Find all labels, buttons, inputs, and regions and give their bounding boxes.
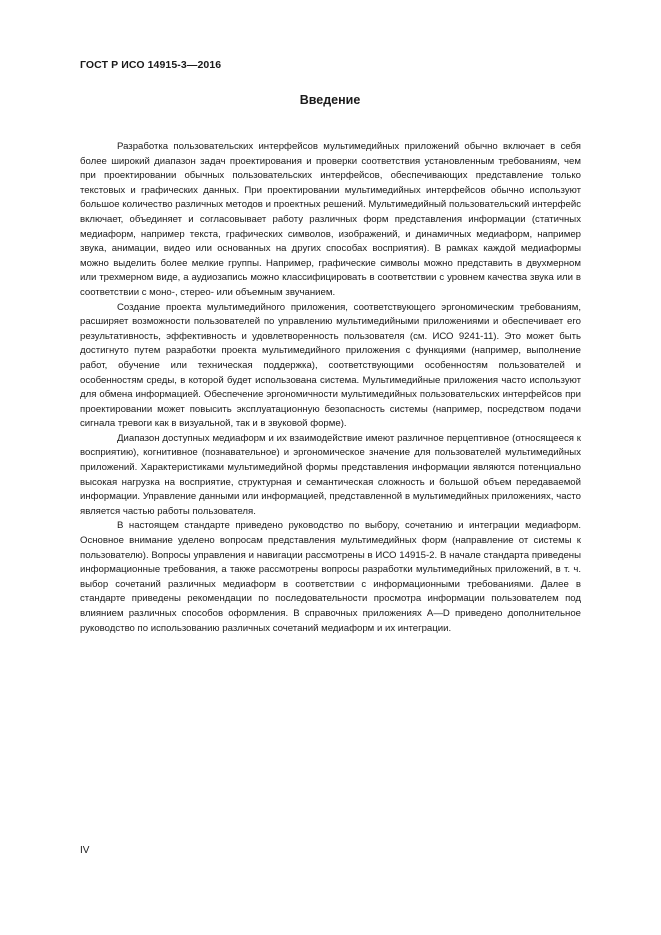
paragraph-1: Разработка пользовательских интерфейсов мультимедийных приложений обычно включает в себя более широкий диапазон задач проектирования и проверки соответствия установленным требованиям, чем при проектировании обычных пользовательских интерфейсов, обеспечивающих представление только текстовых и графических данных. При проектировании мультимедийных интерфейсов обычно используют большое количество различных методов и проектных решений. Мультимедийный пользовательский интерфейс включает, объединяет и согласовывает работу различных форм представления информации (статичных медиаформ, например текста, графических символов, изображений, и динамичных медиаформ, например звука, анимации, видео или основанных на других способах восприятия). В рамках каждой медиаформы можно выделить более мелкие группы. Например, графические символы можно представить в двухмерном или трехмерном виде, а аудиозапись можно классифицировать в соответствии с уровнем качества звука или в соответствии с моно-, стерео- или объемным звучанием. bbox=[80, 141, 581, 298]
paragraph-4: В настоящем стандарте приведено руководство по выбору, сочетанию и интеграции медиаформ. Основное внимание уделено вопросам представления мультимедийных форм (направление от системы к пользователю). Вопросы управления и навигации рассмотрены в ИСО 14915-2. В начале стандарта приведены информационные требования, а также рассмотрены вопросы разработки мультимедийных приложений, в т. ч. выбор сочетаний различных медиаформ в соответствии с информационными требованиями. Далее в стандарте приведены рекомендации по последовательности просмотра информации пользователем под влиянием различных способов оформления. В справочных приложениях А—D приведено дополнительное руководство по использованию различных сочетаний медиаформ и их интеграции. bbox=[80, 520, 581, 634]
document-header: ГОСТ Р ИСО 14915-3—2016 bbox=[80, 59, 222, 71]
section-title: Введение bbox=[299, 93, 361, 107]
page-number: IV bbox=[80, 845, 90, 856]
paragraph-2: Создание проекта мультимедийного приложения, соответствующего эргономическим требованиям, расширяет возможности пользователей по управлению мультимедийными приложениями и обеспечивает его результативность, эффективность и удовлетворенность пользователя (см. ИСО 9241-11). Это может быть достигнуто путем разработки проекта мультимедийного приложения с функциями (например, выполнение работ, обучение или техническая поддержка), соответствующими особенностям пользователей и особенностям среды, в которой будет использована система. Мультимедийные приложения часто используют для обмена информацией. Обеспечение эргономичности мультимедийных пользовательских интерфейсов при проектировании может повысить эксплуатационную безопасность системы (например, посредством подачи сигнала тревоги как в визуальной, так и в звуковой форме). bbox=[80, 301, 581, 430]
body-text bbox=[80, 140, 581, 636]
paragraph-3: Диапазон доступных медиаформ и их взаимодействие имеют различное перцептивное (относящееся к восприятию), когнитивное (познавательное) и эргономическое значение для пользователей мультимедийных приложений. Характеристиками мультимедийной формы представления информации являются потенциально высокая нагрузка на восприятие, структурная и семантическая сложность и большой объем передаваемой информации. Управление данными или информацией, представленной в мультимедийных приложениях, часто является частью работы пользователя. bbox=[80, 432, 581, 517]
